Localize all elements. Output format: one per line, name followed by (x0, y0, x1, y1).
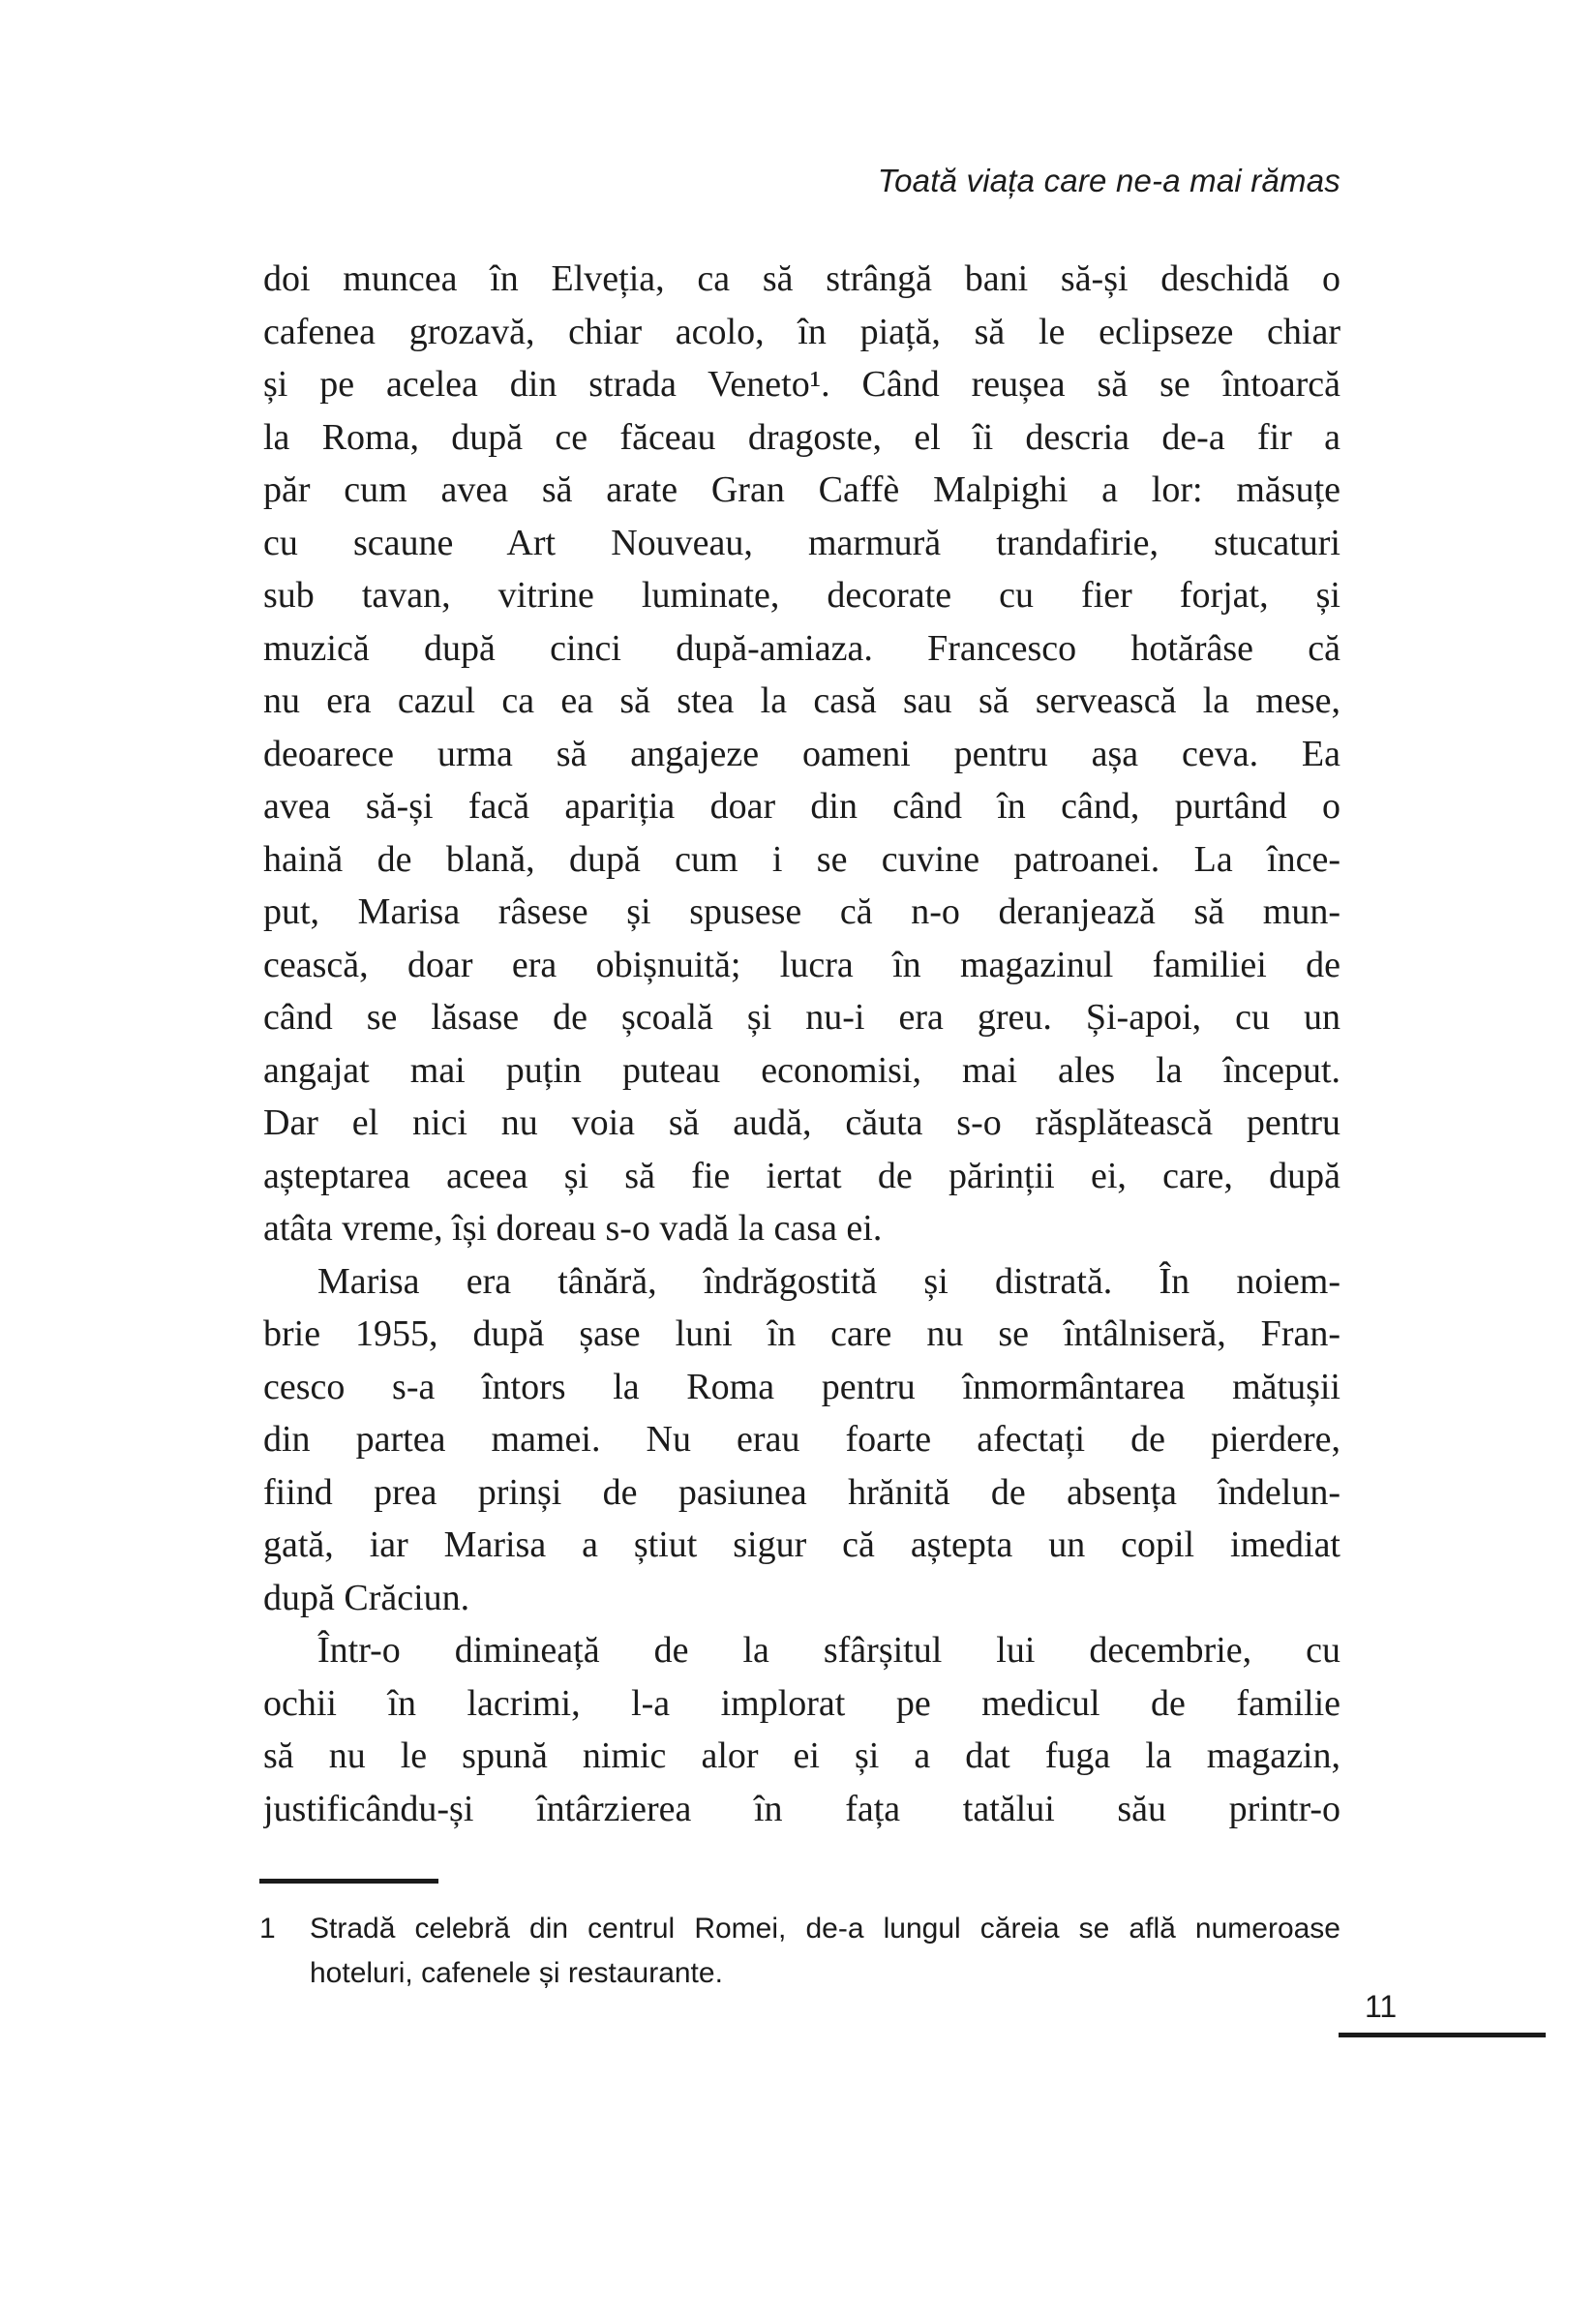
body-line: la Roma, după ce făceau dragoste, el îi descria de-a fir a (263, 416, 1340, 458)
body-line: doi muncea în Elveția, ca să strângă bani să-și deschidă o (263, 258, 1340, 299)
body-line: put, Marisa râsese și spusese că n-o deranjează să mun- (263, 891, 1340, 932)
body-line: cească, doar era obișnuită; lucra în magazinul familiei de (263, 944, 1340, 985)
body-line: gată, iar Marisa a știut sigur că aștepta un copil imediat (263, 1524, 1340, 1565)
footnote (259, 1907, 1340, 1996)
body-line: fiind prea prinși de pasiunea hrănită de absența îndelun- (263, 1471, 1340, 1513)
body-line: păr cum avea să arate Gran Caffè Malpighi a lor: măsuțe (263, 469, 1340, 510)
footnote-line: Stradă celebră din centrul Romei, de-a lungul căreia se află numeroase (310, 1913, 1340, 1945)
footer-rule (1339, 2033, 1546, 2037)
footnote-line: hoteluri, cafenele și restaurante. (310, 1957, 723, 1989)
body-line: și pe acelea din strada Veneto¹. Când reușea să se întoarcă (263, 364, 1340, 405)
running-head: Toată viața care ne-a mai rămas (877, 163, 1340, 198)
body-line: haină de blană, după cum i se cuvine patroanei. La înce- (263, 838, 1340, 880)
body-line: după Crăciun. (263, 1577, 470, 1618)
body-line: nu era cazul ca ea să stea la casă sau să servească la mese, (263, 680, 1340, 721)
body-line: brie 1955, după șase luni în care nu se întâlniseră, Fran- (263, 1313, 1340, 1354)
body-line: Dar el nici nu voia să audă, căuta s-o răsplătească pentru (263, 1102, 1340, 1143)
body-line: muzică după cinci după-amiaza. Francesco hotărâse că (263, 627, 1340, 669)
body-line: avea să-și facă apariția doar din când în când, purtând o (263, 786, 1340, 827)
body-line: justificându-și întârzierea în fața tatălui său printr-o (263, 1788, 1340, 1829)
body-line: angajat mai puțin puteau economisi, mai ales la început. (263, 1049, 1340, 1091)
footnote-rule (259, 1879, 438, 1884)
body-line: cesco s-a întors la Roma pentru înmormântarea mătușii (263, 1366, 1340, 1407)
body-line: să nu le spună nimic alor ei și a dat fuga la magazin, (263, 1735, 1340, 1776)
footnote-text (310, 1907, 1340, 1996)
body-line: Marisa era tânără, îndrăgostită și distrată. În noiem- (317, 1260, 1340, 1302)
body-line: deoarece urma să angajeze oameni pentru așa ceva. Ea (263, 733, 1340, 774)
body-line: ochii în lacrimi, l-a implorat pe medicul de familie (263, 1682, 1340, 1724)
body-line: cafenea grozavă, chiar acolo, în piață, să le eclipseze chiar (263, 311, 1340, 352)
page-number: 11 (1365, 1989, 1398, 2024)
body-line: când se lăsase de școală și nu-i era greu. Și-apoi, cu un (263, 997, 1340, 1038)
body-line: cu scaune Art Nouveau, marmură trandafirie, stucaturi (263, 522, 1340, 563)
body-line: Într-o dimineață de la sfârșitul lui decembrie, cu (317, 1630, 1340, 1671)
body-text (263, 253, 1340, 1835)
body-line: sub tavan, vitrine luminate, decorate cu fier forjat, și (263, 575, 1340, 616)
body-line: atâta vreme, își doreau s-o vadă la casa ei. (263, 1208, 883, 1249)
footnote-marker: 1 (259, 1913, 276, 1945)
body-line: așteptarea aceea și să fie iertat de părinții ei, care, după (263, 1155, 1340, 1196)
body-line: din partea mamei. Nu erau foarte afectați de pierdere, (263, 1419, 1340, 1460)
